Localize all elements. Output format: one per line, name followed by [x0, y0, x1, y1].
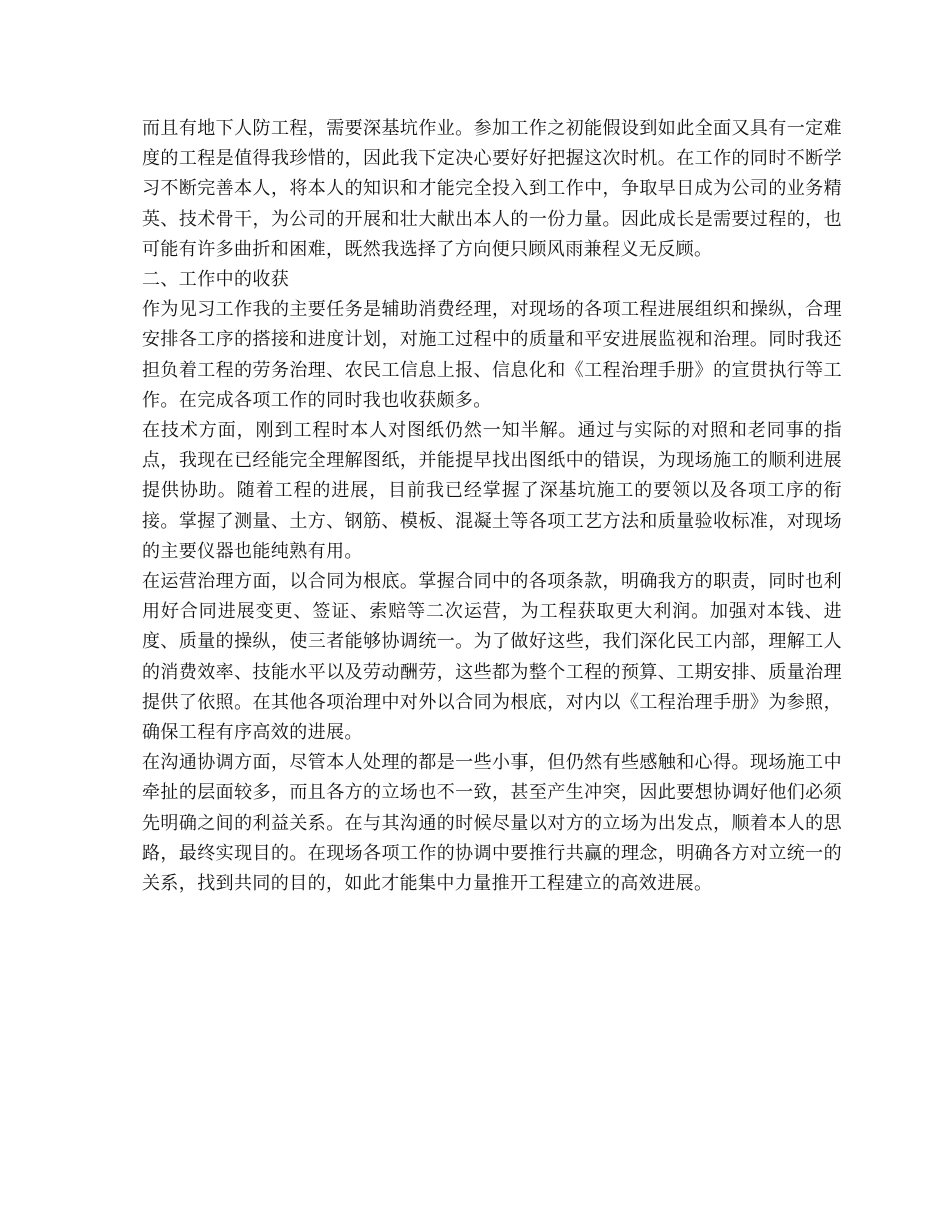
section-heading-gains: 二、工作中的收获: [142, 269, 290, 291]
paragraph-technical: 在技术方面，刚到工程时本人对图纸仍然一知半解。通过与实际的对照和老同事的指点，我现在已经能完全理解图纸，并能提早找出图纸中的错误，为现场施工的顺利进展提供协助。随着工程的进展，目前我已经掌握了深基坑施工的要领以及各项工序的衔接。掌握了测量、土方、钢筋、模板、混凝土等各项工艺方法和质量验收标准，对现场的主要仪器也能纯熟有用。: [142, 420, 842, 562]
paragraph-operations: 在运营治理方面，以合同为根底。掌握合同中的各项条款，明确我方的职责，同时也利用好合同进展变更、签证、索赔等二次运营，为工程获取更大利润。加强对本钱、进度、质量的操纵，使三者能够协调统一。为了做好这些，我们深化民工内部，理解工人的消费效率、技能水平以及劳动酬劳，这些都为整个工程的预算、工期安排、质量治理提供了依照。在其他各项治理中对外以合同为根底，对内以《工程治理手册》为参照，确保工程有序高效的进展。: [142, 571, 842, 744]
paragraph-opening: 而且有地下人防工程，需要深基坑作业。参加工作之初能假设到如此全面又具有一定难度的工程是值得我珍惜的，因此我下定决心要好好把握这次时机。在工作的同时不断学习不断完善本人，将本人的知识和才能完全投入到工作中，争取早日成为公司的业务精英、技术骨干，为公司的开展和壮大献出本人的一份力量。因此成长是需要过程的，也可能有许多曲折和困难，既然我选择了方向便只顾风雨兼程义无反顾。: [142, 118, 842, 260]
document-body: [142, 114, 842, 899]
paragraph-role: 作为见习工作我的主要任务是辅助消费经理，对现场的各项工程进展组织和操纵，合理安排各工序的搭接和进度计划，对施工过程中的质量和平安进展监视和治理。同时我还担负着工程的劳务治理、农民工信息上报、信息化和《工程治理手册》的宣贯执行等工作。在完成各项工作的同时我也收获颇多。: [142, 299, 842, 411]
paragraph-communication: 在沟通协调方面，尽管本人处理的都是一些小事，但仍然有些感触和心得。现场施工中牵扯的层面较多，而且各方的立场也不一致，甚至产生冲突，因此要想协调好他们必须先明确之间的利益关系。在与其沟通的时候尽量以对方的立场为出发点，顺着本人的思路，最终实现目的。在现场各项工作的协调中要推行共赢的理念，明确各方对立统一的关系，找到共同的目的，如此才能集中力量推开工程建立的高效进展。: [142, 752, 842, 895]
